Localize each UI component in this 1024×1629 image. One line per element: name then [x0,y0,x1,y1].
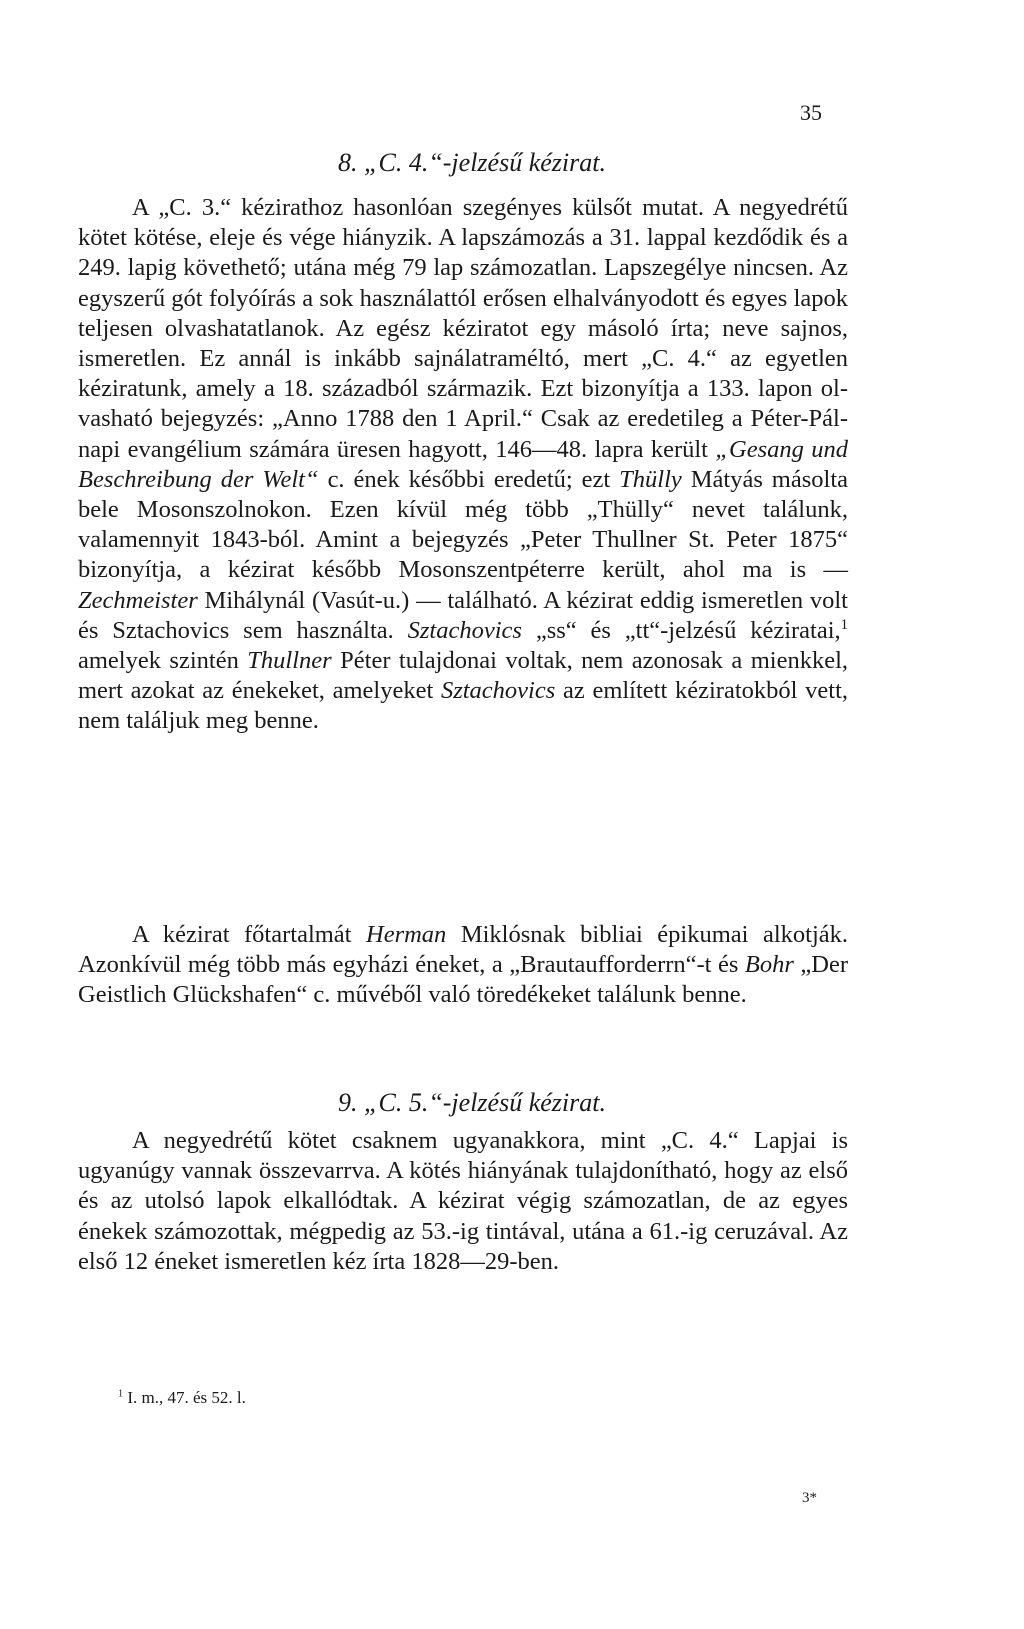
paragraph-3 [78,1126,848,1277]
footnote-text: I. m., 47. és 52. l. [123,1388,246,1407]
italic-text: Zechmeister [78,586,198,614]
text-run: amelyek szintén [78,647,248,675]
text-run: A negyedrétű kötet csaknem ugyanakkora, mint „C. 4.“ Lapjai is ugyanúgy vannak összevarrva. A kötés hiányának tulajdonítható, hogy az első és az utolsó lapok elkallódtak. A kézirat végig számozatlan, de az egyes énekek számozottak, mégpedig az 53.-ig tintával, utána a 61.-ig ceruzával. Az első 12 éneket ismeretlen kéz írta 1828—29-ben. [78,1127,848,1275]
section-heading-9: 9. „C. 5.“-jelzésű kézirat. [338,1088,606,1117]
text-run: „ss“ és „tt“-jelzésű kéziratai, [521,616,841,644]
italic-text: „Gesang und Beschreibung der Welt“ [78,435,848,493]
italic-text: Bohr [744,951,794,979]
text-run: c. ének későbbi eredetű; ezt [318,465,620,493]
section-heading-8: 8. „C. 4.“-jelzésű kézirat. [338,148,606,177]
footnote [118,1388,246,1408]
text-run: Péter tulajdonai voltak, nem azonosak a mienkkel, mert azokat az énekeket, amelyeket [78,647,848,705]
text-run: „Der Geistlich Glückshafen“ c. művéből való töredékeket találunk benne. [78,951,848,1009]
text-run: A „C. 3.“ kézirathoz hasonlóan szegényes külsőt mutat. A negyedrétű kötet kötése, eleje és vége hiányzik. A lapszámozás a 31. lappal kezdődik és a 249. lapig követhető; utána még 79 lap számozatlan. Lapszegélye nincsen. Az egyszerű gót folyóírás a sok használattól erősen elhalványodott és egyes lapok teljesen olvashatatlanok. Az egész kéziratot egy másoló írta; neve sajnos, ismeretlen. Ez annál is inkább sajnálatraméltó, mert „C. 4.“ az egyetlen kéziratunk, amely a 18. századból származik. Ezt bizonyítja a 133. lapon olvasható bejegyzés: „Anno 1788 den 1 April.“ Csak az eredetileg a Péter-Pál-napi evangélium számára üresen hagyott, 146—48. lapra került [78,194,848,463]
footnote-reference: 1 [840,616,848,633]
text-run: A kézirat főtartalmát [132,921,367,948]
text-run: az említett kéziratokból vett, nem találjuk meg benne. [78,677,849,735]
paragraph-1 [78,193,848,737]
paragraph-2 [78,920,848,1011]
text-run: Mátyás másolta bele Mosonszolnokon. Ezen kívül még több „Thülly“ nevet találunk, valamennyit 1843-ból. Amint a bejegyzés „Peter Thullner St. Peter 1875“ bizonyítja, a kézirat később Mosonszentpéterre került, ahol ma is — [78,465,848,584]
italic-text: Sztachovics [440,677,556,705]
italic-text: Sztachovics [407,616,522,644]
footnote-marker: 1 [118,1388,124,1400]
text-run: Miklósnak bibliai épikumai alkotják. Azonkívül még több más egyházi éneket, a „Brautaufforderrn“-t és [78,921,848,979]
signature-mark: 3* [802,1490,817,1506]
page-number: 35 [800,100,822,125]
italic-text: Thullner [247,647,332,675]
italic-text: Thülly [619,465,682,493]
italic-text: Herman [366,921,447,948]
text-run: Mihálynál (Vasút-u.) — található. A kézirat eddig ismeretlen volt és Sztachovics sem használta. [78,586,848,644]
